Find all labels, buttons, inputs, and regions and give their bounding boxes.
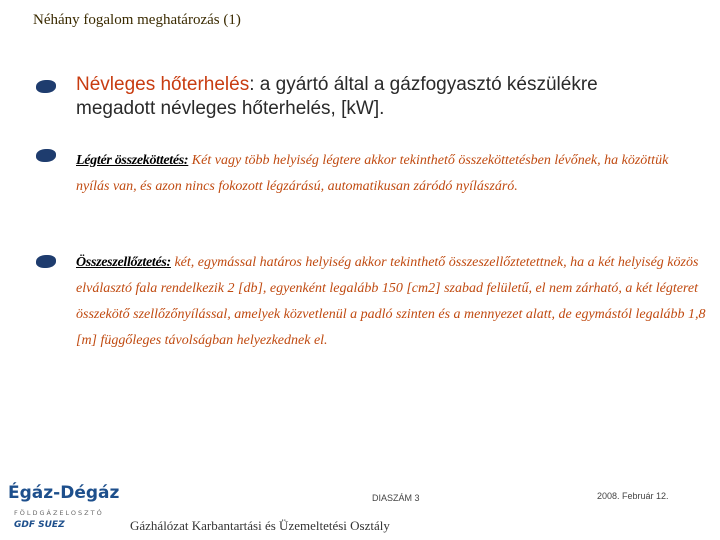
term-ventilation: Összeszellőztetés: — [76, 255, 171, 270]
logo-subtitle: FÖLDGÁZELOSZTÓ — [14, 509, 104, 517]
bullet-icon — [36, 149, 56, 162]
definition-text: Két vagy több helyiség légtere akkor tekinthető összeköttetésben lévőnek, ha közöttük nyílás van, és azon nincs fokozott légzárású, automatikusan záródó nyílászáró. — [76, 153, 669, 194]
term-air-connection: Légtér összeköttetés: — [76, 153, 189, 168]
company-logo — [6, 475, 118, 537]
bullet-icon — [36, 255, 56, 268]
department-name: Gázhálózat Karbantartási és Üzemeltetési Osztály — [130, 518, 390, 533]
definition-text: : a gyártó által a gázfogyasztó készülékre megadott névleges hőterhelés, [kW]. — [76, 74, 598, 119]
term-nominal-heat-load: Névleges hőterhelés — [76, 74, 250, 95]
definition-air-connection — [76, 148, 686, 200]
definition-ventilation — [76, 250, 706, 354]
logo-wordmark: Égáz-Dégáz — [8, 483, 120, 503]
bullet-icon — [36, 80, 56, 93]
slide-title: Néhány fogalom meghatározás (1) — [33, 12, 241, 28]
definition-nominal-heat-load — [76, 73, 656, 121]
slide-date: 2008. Február 12. — [597, 491, 669, 501]
logo-gdf-suez: GDF SUEZ — [14, 520, 65, 530]
definition-text: két, egymással határos helyiség akkor tekinthető összeszellőztetettnek, ha a két helyiség közös elválasztó fala rendelkezik 2 [db], egyenként legalább 150 [cm2] szabad felületű, el nem zárható, a két légteret összekötő szellőzőnyílással, amelyek közvetlenül a padló szinten és a mennyezet alatt, de egymástól legalább 1,8 [m] függőleges távolságban helyezkednek el. — [76, 255, 706, 348]
slide-number: DIASZÁM 3 — [372, 493, 420, 503]
